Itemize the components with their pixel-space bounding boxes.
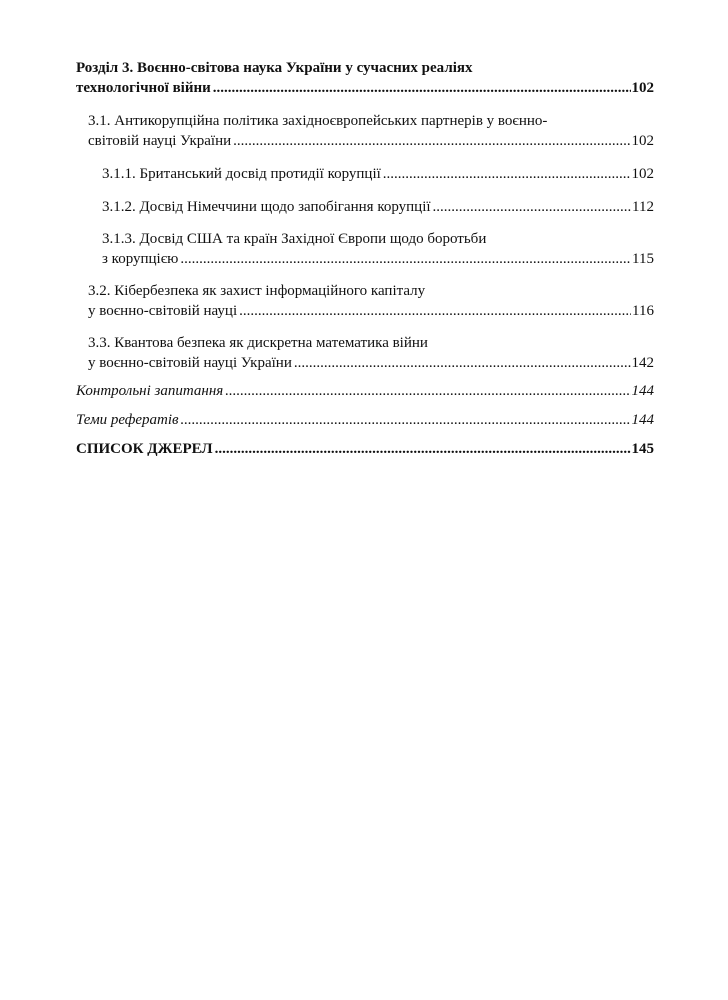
toc-entry-title: Контрольні запитання xyxy=(76,383,224,399)
toc-entry-title-line2: світовій науці України xyxy=(88,133,232,149)
dot-leader xyxy=(225,381,630,401)
toc-entry-title-line1: 3.1. Антикорупційна політика західноєвропейських партнерів у воєнно- xyxy=(88,113,548,129)
dot-leader xyxy=(239,301,631,321)
page-number: 116 xyxy=(632,303,654,319)
toc-entry-title: СПИСОК ДЖЕРЕЛ xyxy=(76,441,213,457)
toc-entry-title-line1: 3.3. Квантова безпека як дискретна математика війни xyxy=(88,335,428,351)
toc-entry-title-line2: у воєнно-світовій науці України xyxy=(88,355,292,371)
dot-leader xyxy=(181,410,631,430)
dot-leader xyxy=(215,439,631,459)
toc-entry-3-1-2[interactable] xyxy=(76,197,654,217)
toc-entry-section-3[interactable] xyxy=(76,58,654,98)
page-number: 144 xyxy=(631,383,654,399)
toc-entry-3-3[interactable] xyxy=(76,333,654,373)
toc-entry-sources[interactable] xyxy=(76,439,654,459)
dot-leader xyxy=(213,78,631,98)
toc-entry-3-1[interactable] xyxy=(76,111,654,151)
toc-entry-title-line2: технологічної війни xyxy=(76,80,211,96)
toc-entry-title-line2: у воєнно-світовій науці xyxy=(88,303,238,319)
toc-entry-title-line1: 3.1.3. Досвід США та країн Західної Європи щодо боротьби xyxy=(102,231,487,247)
dot-leader xyxy=(433,197,632,217)
toc-entry-title-line1: 3.2. Кібербезпека як захист інформаційного капіталу xyxy=(88,283,426,299)
page-number: 115 xyxy=(632,251,654,267)
table-of-contents xyxy=(76,58,654,459)
toc-entry-3-2[interactable] xyxy=(76,281,654,321)
toc-entry-control-questions[interactable] xyxy=(76,381,654,401)
toc-entry-3-1-1[interactable] xyxy=(76,164,654,184)
dot-leader xyxy=(383,164,631,184)
page-number: 145 xyxy=(631,441,654,457)
toc-entry-title: Теми рефератів xyxy=(76,412,179,428)
toc-entry-title-line1: Розділ 3. Воєнно-світова наука України у сучасних реаліях xyxy=(76,60,473,76)
dot-leader xyxy=(294,353,631,373)
page-number: 142 xyxy=(631,355,654,371)
toc-entry-essay-topics[interactable] xyxy=(76,410,654,430)
toc-entry-title-line2: з корупцією xyxy=(102,251,179,267)
page-number: 112 xyxy=(632,199,654,215)
dot-leader xyxy=(233,131,630,151)
toc-entry-title: 3.1.1. Британський досвід протидії корупції xyxy=(102,166,381,182)
page-number: 102 xyxy=(631,80,654,96)
toc-entry-3-1-3[interactable] xyxy=(76,229,654,269)
dot-leader xyxy=(180,249,631,269)
page-number: 144 xyxy=(631,412,654,428)
page-number: 102 xyxy=(631,133,654,149)
page-number: 102 xyxy=(631,166,654,182)
toc-entry-title: 3.1.2. Досвід Німеччини щодо запобігання корупції xyxy=(102,199,431,215)
